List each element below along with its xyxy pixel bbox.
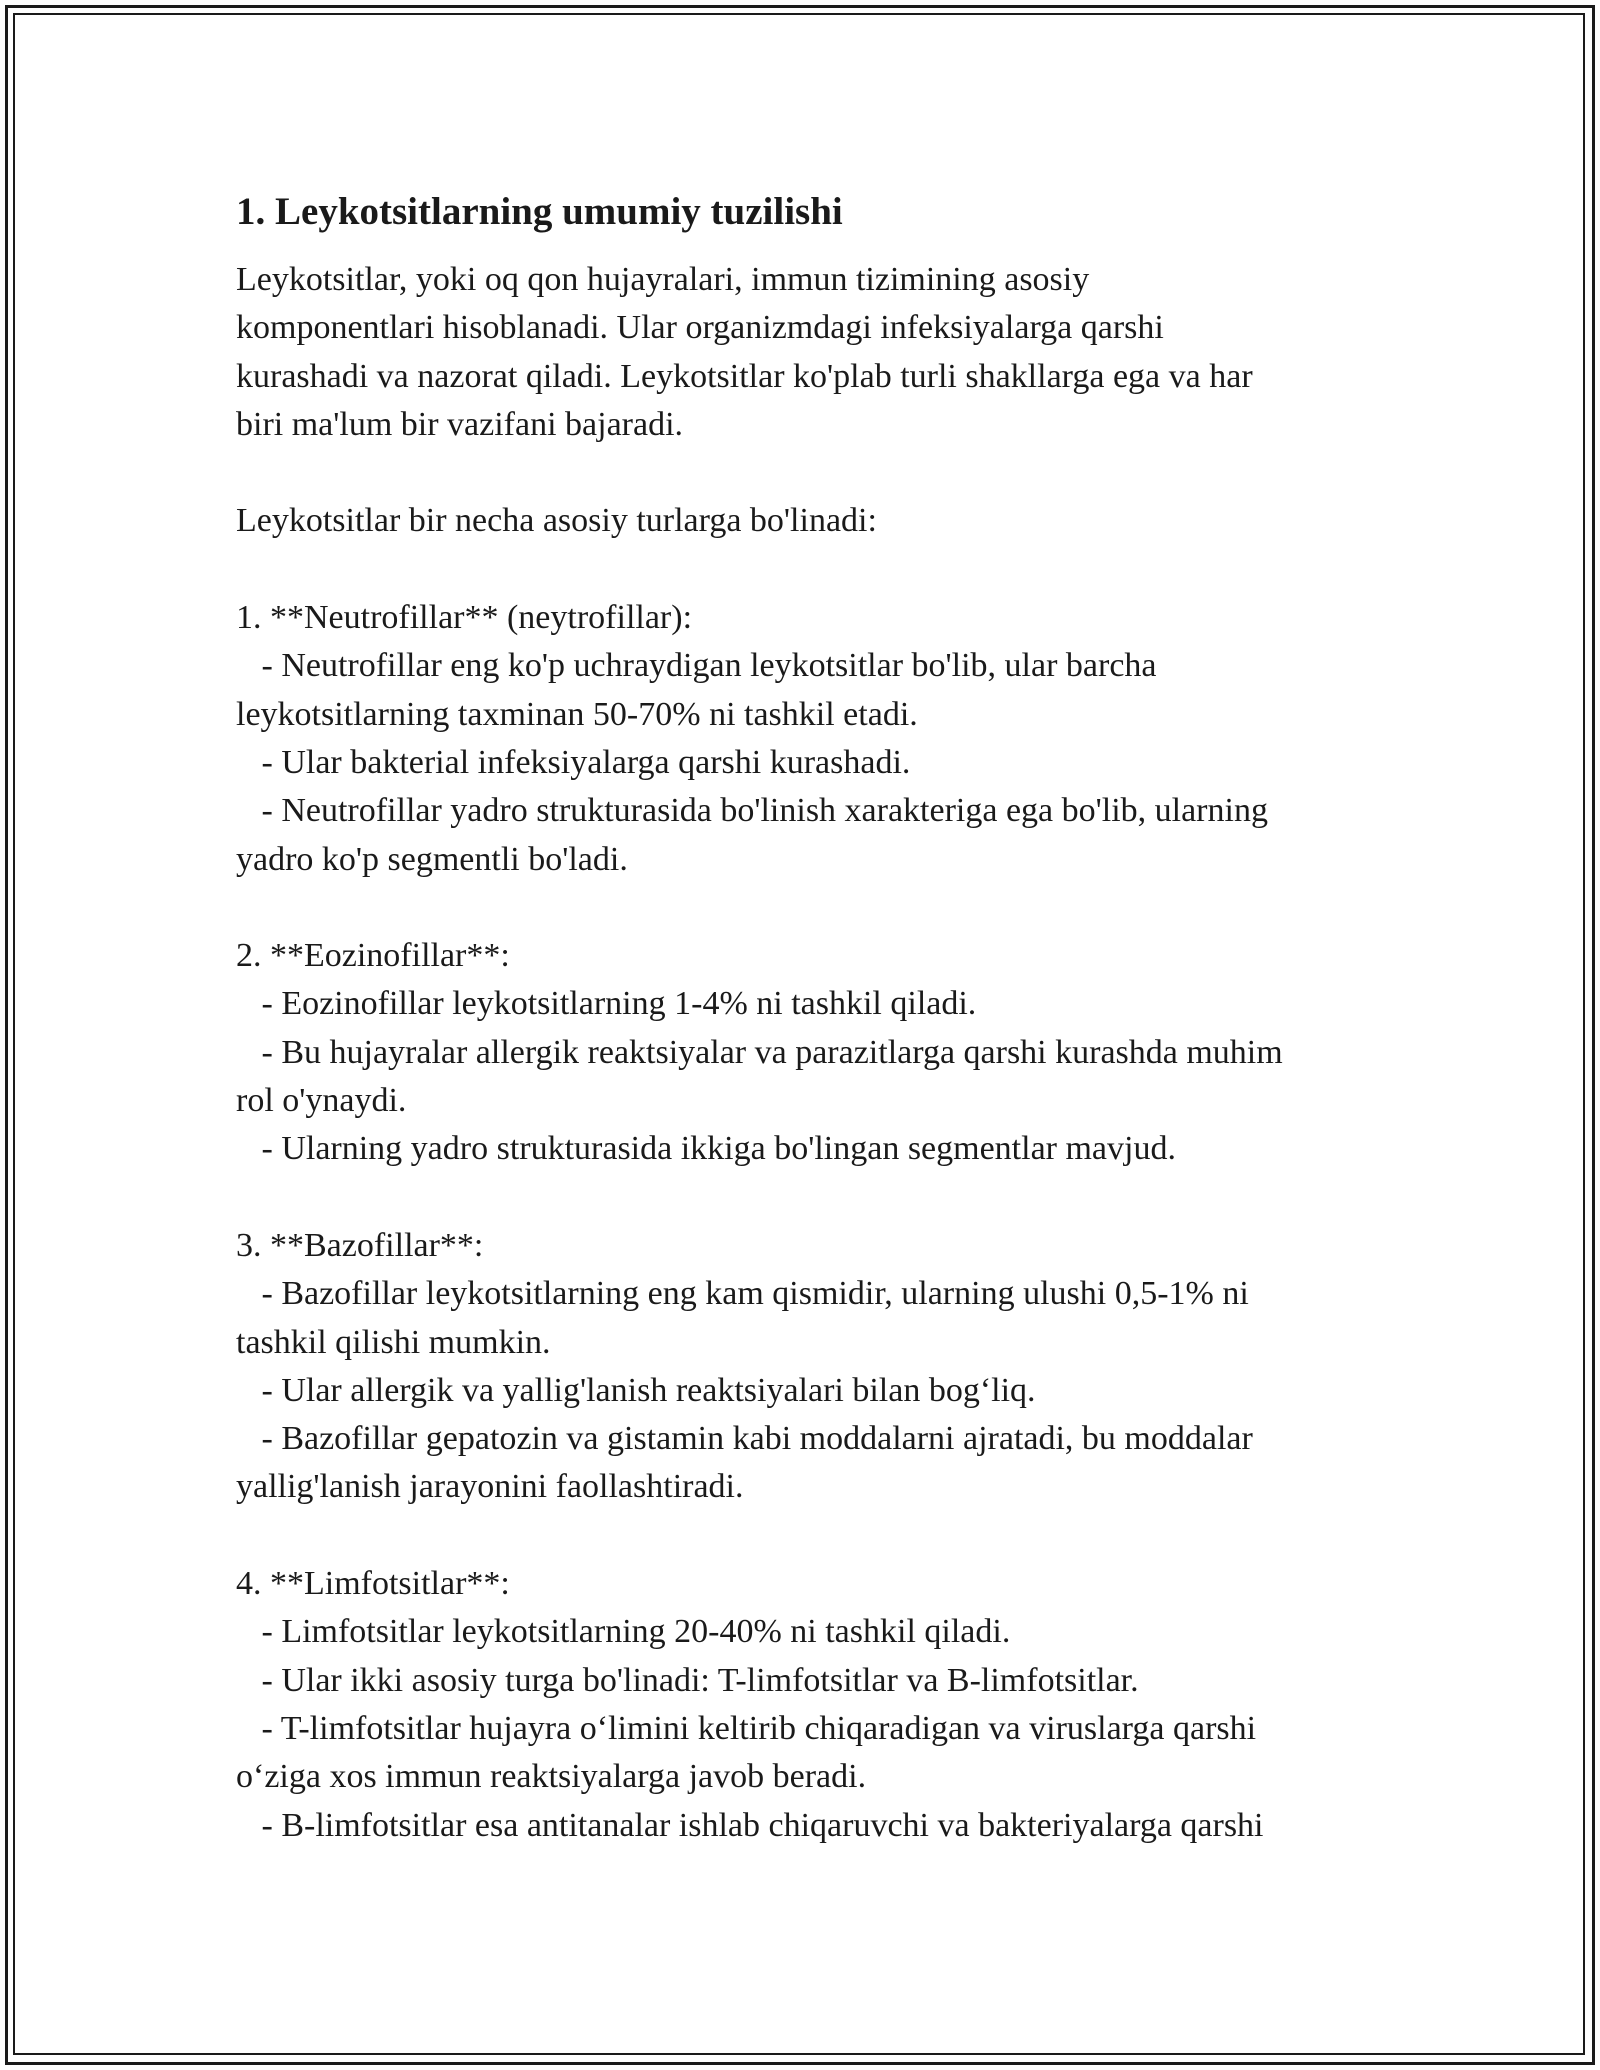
text-line: - Bazofillar leykotsitlarning eng kam qismidir, ularning ulushi 0,5-1% ni [236,1275,1249,1313]
text-line: kurashadi va nazorat qiladi. Leykotsitlar ko'plab turli shakllarga ega va har [236,357,1253,395]
text-line: - Neutrofillar eng ko'p uchraydigan leykotsitlar bo'lib, ular barcha [236,647,1157,685]
text-line: rol o'ynaydi. [236,1082,407,1120]
text-line: 4. **Limfotsitlar**: [236,1565,510,1603]
text-line: - Ular bakterial infeksiyalarga qarshi kurashadi. [236,743,911,781]
blank-line [236,1512,1386,1560]
text-line: 1. **Neutrofillar** (neytrofillar): [236,599,693,637]
text-line: - B-limfotsitlar esa antitanalar ishlab chiqaruvchi va bakteriyalarga qarshi [236,1806,1264,1844]
text-line: - Eozinofillar leykotsitlarning 1-4% ni tashkil qiladi. [236,985,977,1023]
blank-line [236,1174,1386,1222]
section-heading: 1. Leykotsitlarning umumiy tuzilishi [236,190,843,233]
blank-line [236,546,1386,594]
text-line: o‘ziga xos immun reaktsiyalarga javob beradi. [236,1758,867,1796]
text-line: - Bazofillar gepatozin va gistamin kabi moddalarni ajratadi, bu moddalar [236,1420,1253,1458]
text-line: leykotsitlarning taxminan 50-70% ni tashkil etadi. [236,695,918,733]
text-line: - Ular ikki asosiy turga bo'linadi: T-limfotsitlar va B-limfotsitlar. [236,1661,1139,1699]
blank-line [236,884,1386,932]
text-line: tashkil qilishi mumkin. [236,1323,551,1361]
text-line: Leykotsitlar bir necha asosiy turlarga bo'linadi: [236,502,877,540]
text-line: yallig'lanish jarayonini faollashtiradi. [236,1468,744,1506]
text-line: - Ular allergik va yallig'lanish reaktsiyalari bilan bog‘liq. [236,1371,1036,1409]
text-line: Leykotsitlar, yoki oq qon hujayralari, immun tizimining asosiy [236,261,1090,298]
text-line: - Limfotsitlar leykotsitlarning 20-40% ni tashkil qiladi. [236,1613,1011,1651]
text-line: biri ma'lum bir vazifani bajaradi. [236,405,684,443]
text-line: yadro ko'p segmentli bo'ladi. [236,840,628,878]
text-line: komponentlari hisoblanadi. Ular organizmdagi infeksiyalarga qarshi [236,309,1164,347]
document-page [236,186,1386,1850]
text-line: - T-limfotsitlar hujayra o‘limini keltirib chiqaradigan va viruslarga qarshi [236,1709,1257,1747]
text-line: - Bu hujayralar allergik reaktsiyalar va parazitlarga qarshi kurashda muhim [236,1033,1283,1071]
text-line: 2. **Eozinofillar**: [236,937,510,975]
document-body [236,256,1386,1850]
text-line: - Ularning yadro strukturasida ikkiga bo'lingan segmentlar mavjud. [236,1130,1176,1168]
text-line: 3. **Bazofillar**: [236,1226,484,1264]
text-line: - Neutrofillar yadro strukturasida bo'linish xarakteriga ega bo'lib, ularning [236,792,1268,830]
blank-line [236,449,1386,497]
